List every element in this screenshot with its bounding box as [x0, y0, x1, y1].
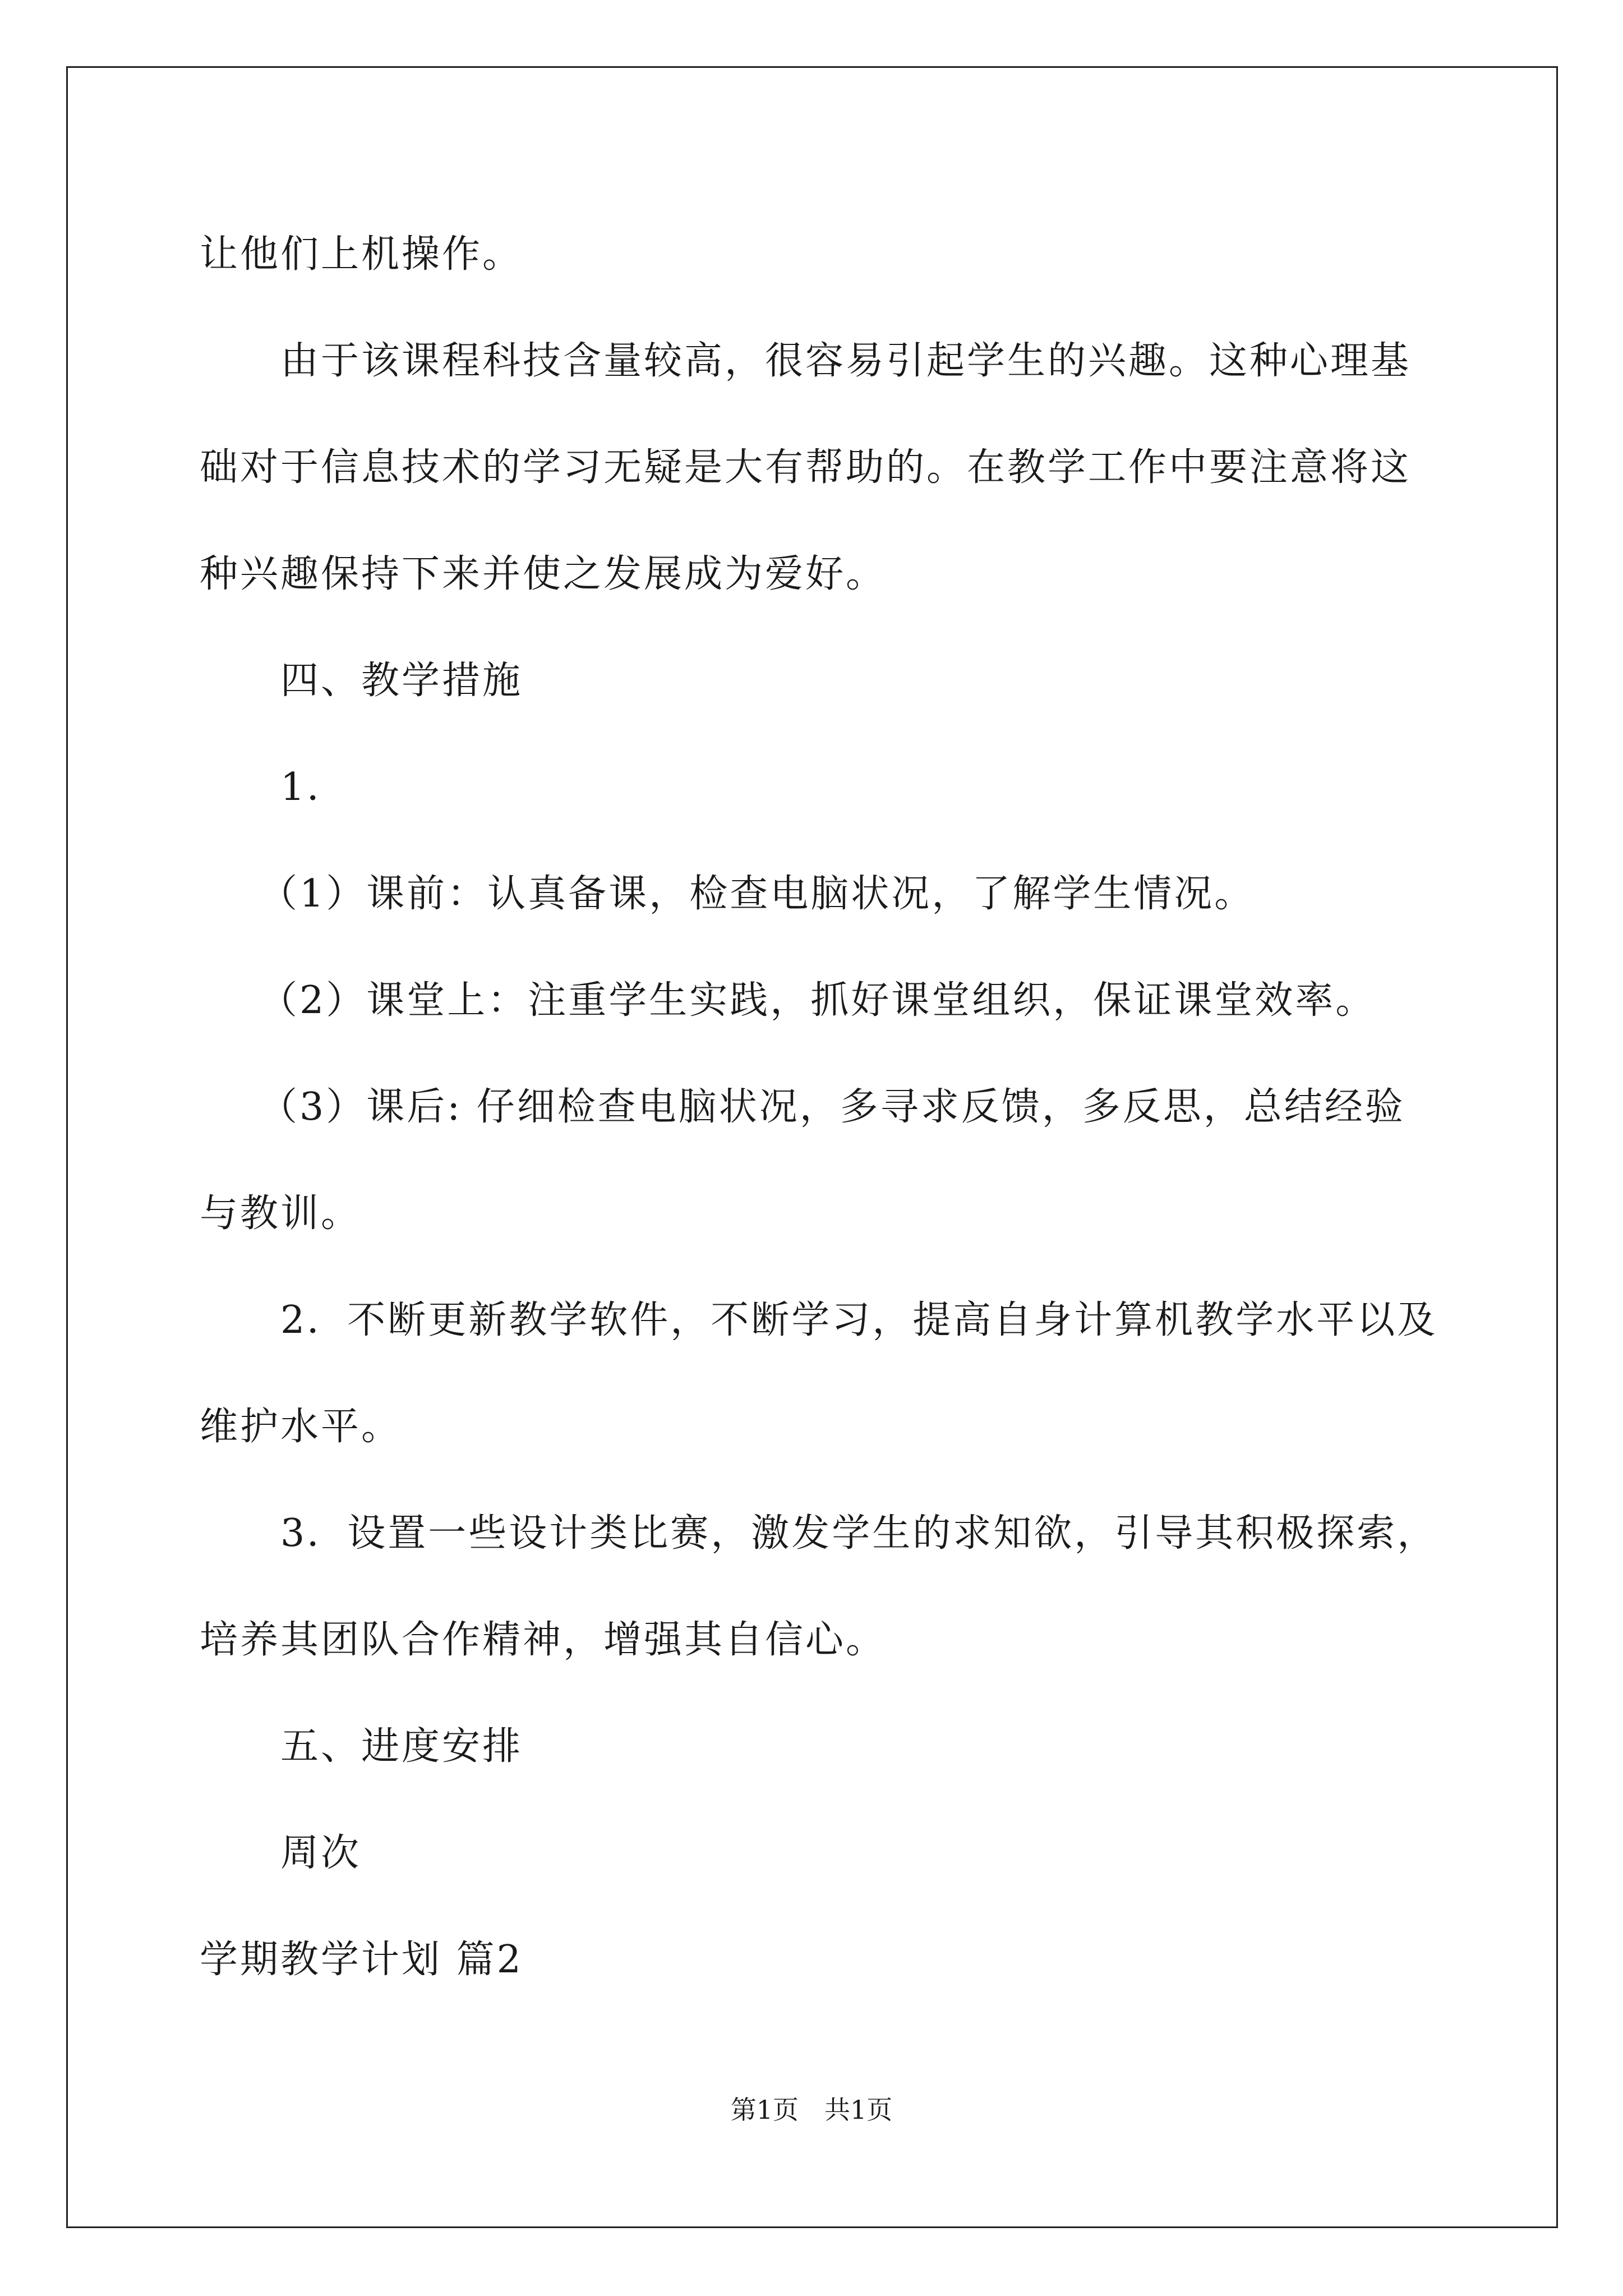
text-line-4: 种兴趣保持下来并使之发展成为爱好。 — [200, 552, 887, 596]
list-item-1: 1． — [280, 765, 348, 809]
page-border — [66, 66, 1558, 2228]
text-line-1: 让他们上机操作。 — [200, 232, 523, 277]
sub-item-3-cont: 与教训。 — [200, 1191, 362, 1236]
list-item-2: 2．不断更新教学软件，不断学习，提高自身计算机教学水平以及 — [280, 1298, 1438, 1342]
sub-item-2: （2）课堂上：注重学生实践，抓好课堂组织，保证课堂效率。 — [259, 978, 1376, 1023]
text-line-3: 础对于信息技术的学习无疑是大有帮助的。在教学工作中要注意将这 — [200, 445, 1412, 490]
next-section-title: 学期教学计划 篇2 — [200, 1938, 523, 1982]
text-line-2: 由于该课程科技含量较高，很容易引起学生的兴趣。这种心理基 — [280, 339, 1412, 383]
list-item-2-cont: 维护水平。 — [200, 1405, 402, 1449]
list-item-3-cont: 培养其团队合作精神，增强其自信心。 — [200, 1618, 887, 1662]
sub-item-1: （1）课前：认真备课，检查电脑状况，了解学生情况。 — [259, 872, 1255, 916]
page-footer: 第1页 共1页 — [730, 2095, 893, 2125]
sub-item-3: （3）课后: 仔细检查电脑状况，多寻求反馈，多反思，总结经验 — [259, 1085, 1405, 1129]
list-item-3: 3．设置一些设计类比赛，激发学生的求知欲，引导其积极探索， — [280, 1511, 1438, 1556]
section-heading-4: 四、教学措施 — [280, 659, 523, 703]
section-heading-5: 五、进度安排 — [280, 1724, 523, 1769]
schedule-label: 周次 — [280, 1831, 362, 1875]
